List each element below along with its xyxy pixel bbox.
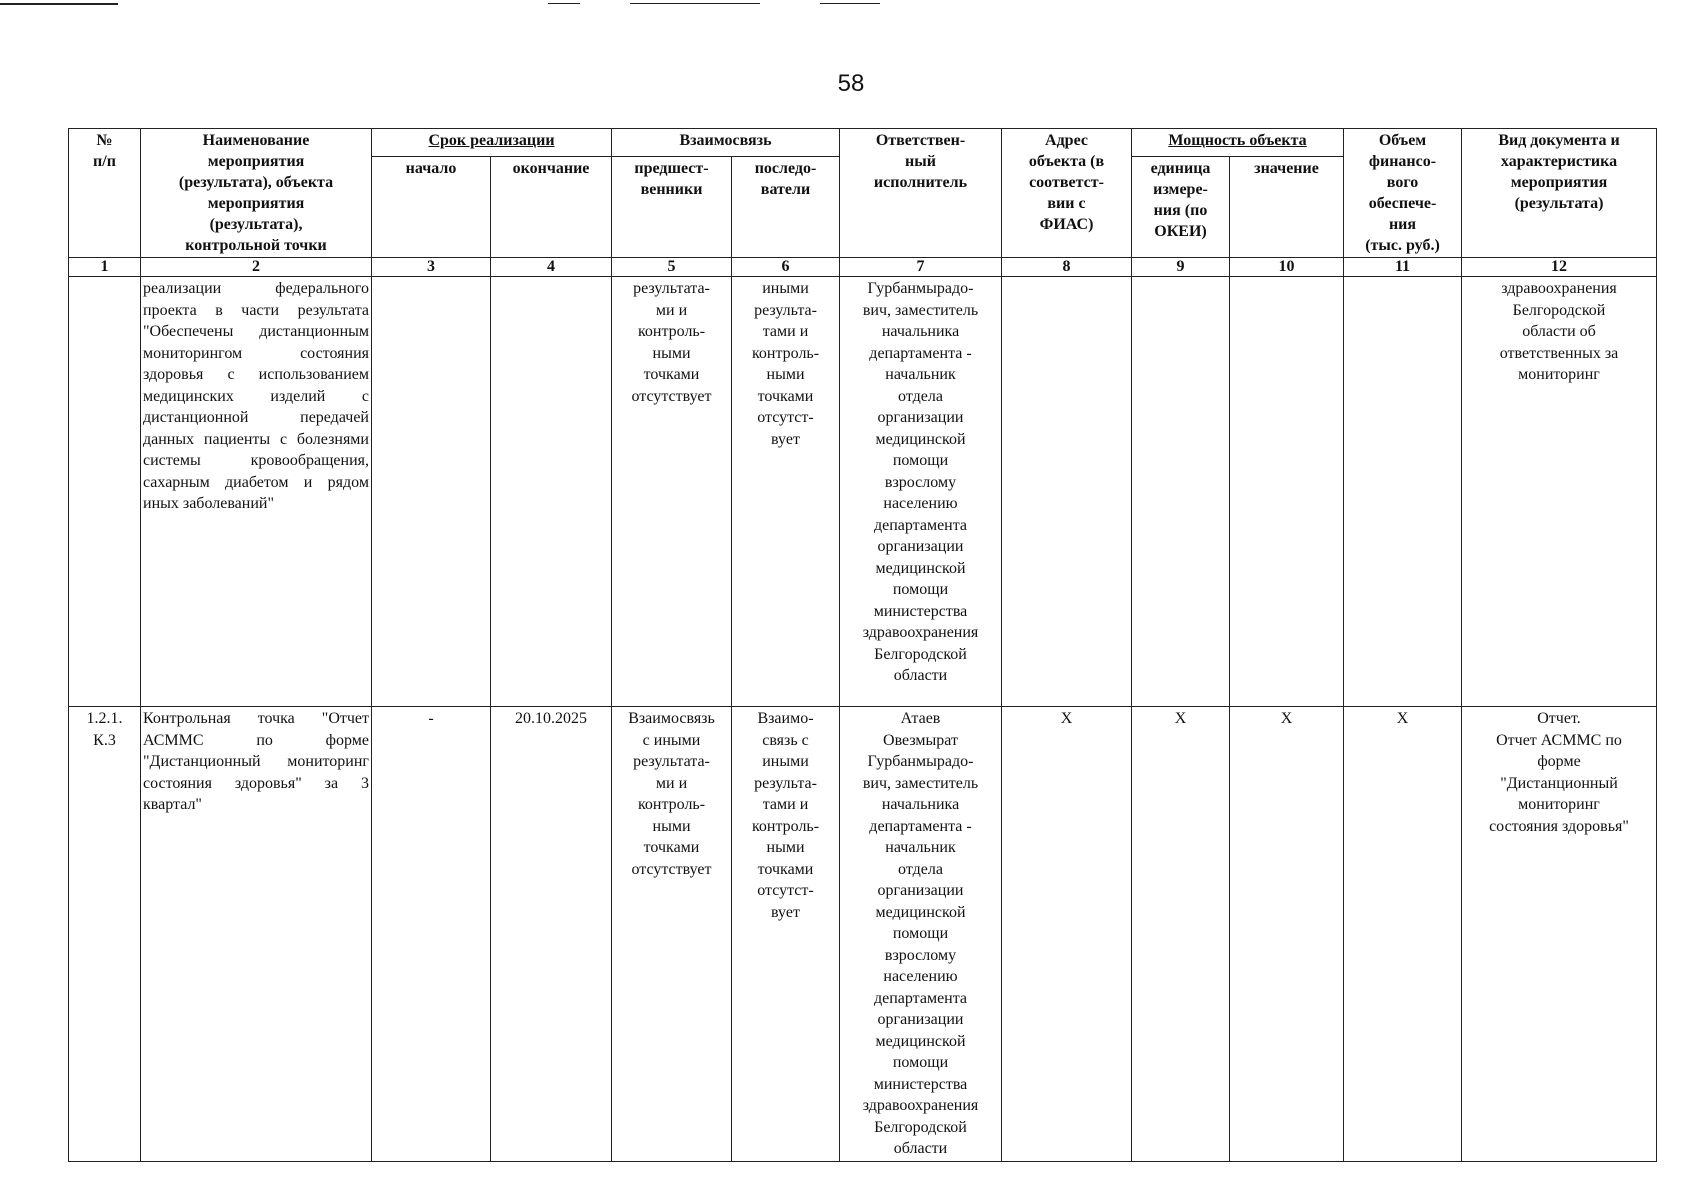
header-vzaim-group: Взаимосвязь <box>612 129 840 157</box>
header-name: Наименование мероприятия (результата), объекта мероприятия (результата), контрольной точки <box>141 129 372 258</box>
cell-finance: Х <box>1344 707 1462 1162</box>
cell-address <box>1002 277 1132 707</box>
column-number: 7 <box>840 258 1002 277</box>
cell-end <box>491 277 612 707</box>
header-num: № п/п <box>69 129 141 258</box>
cell-successors: иными результа- тами и контроль- ными точками отсутст- вует <box>732 277 840 707</box>
cell-successors: Взаимо- связь с иными результа- тами и контроль- ными точками отсутст- вует <box>732 707 840 1162</box>
cell-predecessors: результата- ми и контроль- ными точками отсутствует <box>612 277 732 707</box>
column-number: 3 <box>372 258 491 277</box>
column-number: 11 <box>1344 258 1462 277</box>
table-row <box>69 707 1657 1162</box>
column-number: 5 <box>612 258 732 277</box>
header-unit: единица измере- ния (по ОКЕИ) <box>1132 156 1230 257</box>
table-header <box>69 129 1657 277</box>
cell-doc: здравоохранения Белгородской области об ответственных за мониторинг <box>1462 277 1657 707</box>
cell-end: 20.10.2025 <box>491 707 612 1162</box>
cell-unit <box>1132 277 1230 707</box>
header-end: окончание <box>491 156 612 257</box>
header-finance: Объем финансо- вого обеспече- ния (тыс. руб.) <box>1344 129 1462 258</box>
header-doc-type: Вид документа и характеристика мероприятия (результата) <box>1462 129 1657 258</box>
page-number: 58 <box>837 70 865 97</box>
scan-artifact-line <box>630 3 760 4</box>
header-srok-group: Срок реализации <box>372 129 612 157</box>
cell-responsible: Гурбанмырадо- вич, заместитель начальника департамента - начальник отдела организации медицинской помощи взрослому населению департамента организации медицинской помощи министерства здравоохранения Белгородской области <box>840 277 1002 707</box>
cell-name: Контрольная точка "Отчет АСММС по форме "Дистанционный мониторинг состояния здоровья" за 3 квартал" <box>141 707 372 1162</box>
cell-value <box>1230 277 1344 707</box>
scan-artifact-line <box>548 3 580 4</box>
header-power-group: Мощность объекта <box>1132 129 1344 157</box>
column-number: 2 <box>141 258 372 277</box>
cell-address: Х <box>1002 707 1132 1162</box>
column-number: 9 <box>1132 258 1230 277</box>
cell-finance <box>1344 277 1462 707</box>
column-number: 12 <box>1462 258 1657 277</box>
cell-num: 1.2.1. К.3 <box>69 707 141 1162</box>
cell-predecessors: Взаимосвязь с иными результата- ми и контроль- ными точками отсутствует <box>612 707 732 1162</box>
column-number: 10 <box>1230 258 1344 277</box>
header-value: значение <box>1230 156 1344 257</box>
scan-artifact-line <box>0 3 118 5</box>
column-number: 8 <box>1002 258 1132 277</box>
cell-start <box>372 277 491 707</box>
cell-responsible: Атаев Овезмырат Гурбанмырадо- вич, заместитель начальника департамента - начальник отдела организации медицинской помощи взрослому населению департамента организации медицинской помощи министерства здравоохранения Белгородской области <box>840 707 1002 1162</box>
header-address: Адрес объекта (в соответст- вии с ФИАС) <box>1002 129 1132 258</box>
cell-unit: Х <box>1132 707 1230 1162</box>
cell-num <box>69 277 141 707</box>
scan-artifact-line <box>820 3 880 4</box>
column-number: 6 <box>732 258 840 277</box>
table-row <box>69 277 1657 707</box>
column-number: 4 <box>491 258 612 277</box>
cell-name: реализации федерального проекта в части результата "Обеспечены дистанционным мониторингом состояния здоровья с использованием медицинских изделий с дистанционной передачей данных пациенты с болезнями системы кровообращения, сахарным диабетом и рядом иных заболеваний" <box>141 277 372 707</box>
header-responsible: Ответствен- ный исполнитель <box>840 129 1002 258</box>
header-start: начало <box>372 156 491 257</box>
header-predecessors: предшест- венники <box>612 156 732 257</box>
cell-start: - <box>372 707 491 1162</box>
plan-table <box>68 128 1657 1162</box>
column-number-row <box>69 258 1657 277</box>
header-successors: последо- ватели <box>732 156 840 257</box>
column-number: 1 <box>69 258 141 277</box>
cell-value: Х <box>1230 707 1344 1162</box>
cell-doc: Отчет. Отчет АСММС по форме "Дистанционный мониторинг состояния здоровья" <box>1462 707 1657 1162</box>
